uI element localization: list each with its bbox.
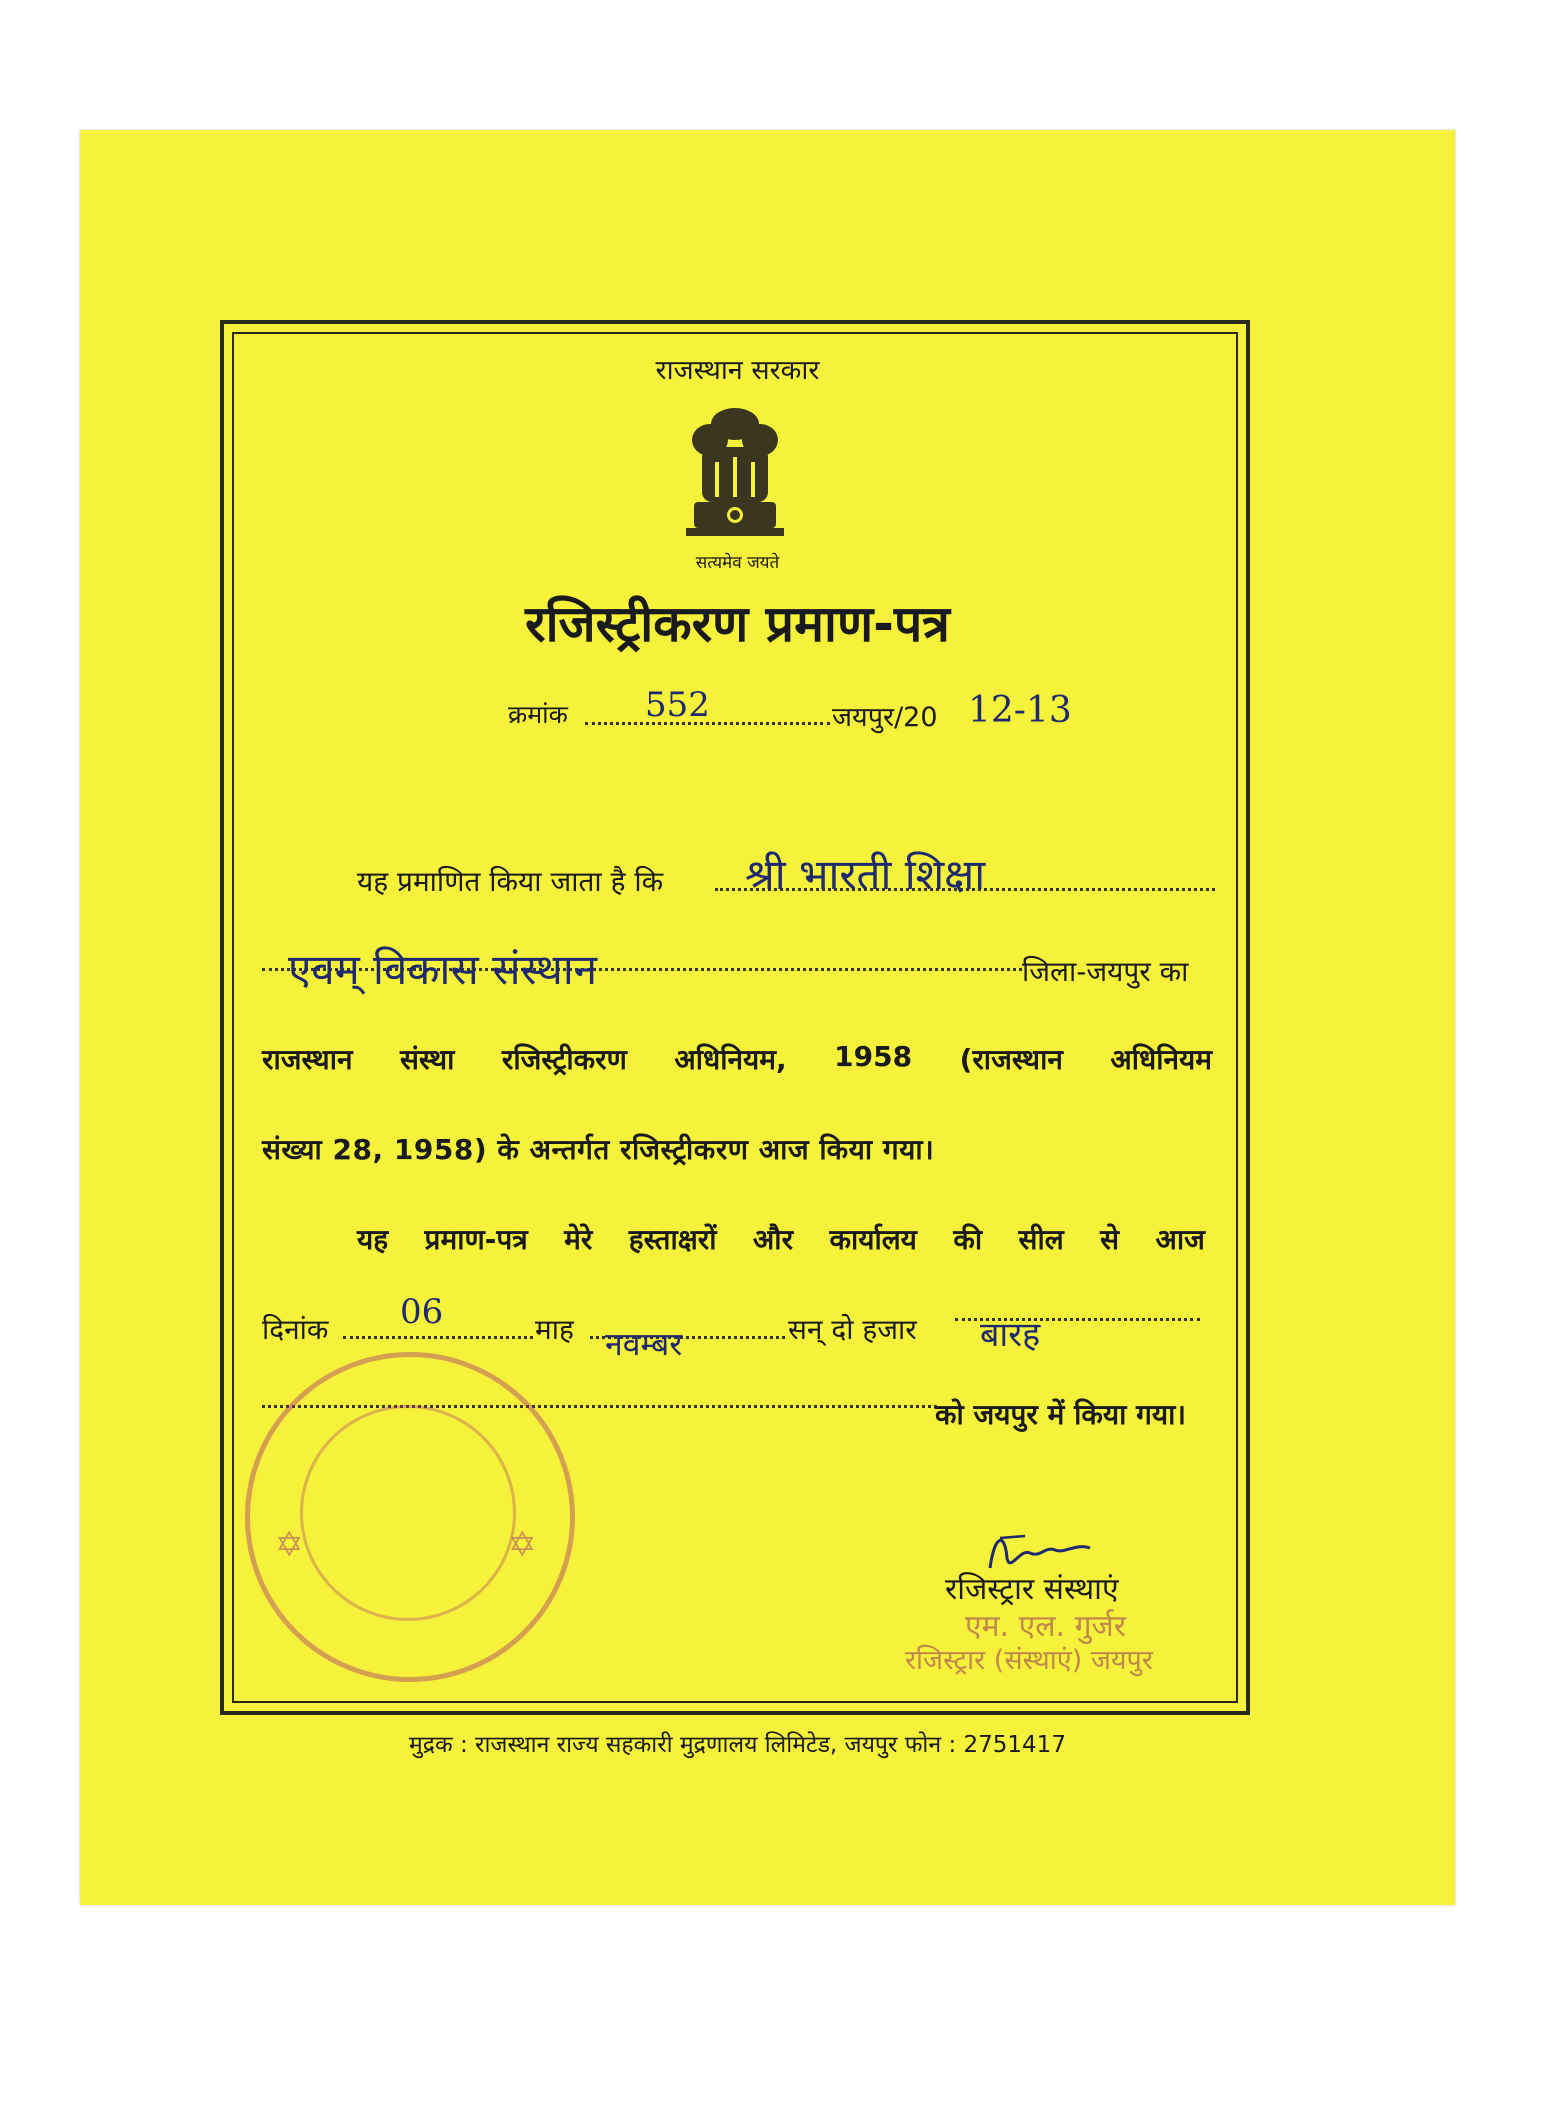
act-word: 1958 xyxy=(834,1040,913,1073)
seal-word: हस्ताक्षरों xyxy=(628,1223,717,1256)
seal-word: मेरे xyxy=(564,1223,593,1256)
act-word: राजस्थान xyxy=(262,1043,353,1076)
registrar-title: रजिस्ट्रार संस्थाएं xyxy=(945,1572,1119,1607)
printer-info: मुद्रक : राजस्थान राज्य सहकारी मुद्रणालय लिमिटेड, जयपुर फोन : 2751417 xyxy=(409,1732,1066,1758)
date-day: 06 xyxy=(400,1292,444,1332)
registrar-office: रजिस्ट्रार (संस्थाएं) जयपुर xyxy=(905,1645,1153,1676)
certificate-title: रजिस्ट्रीकरण प्रमाण-पत्र xyxy=(525,595,950,653)
seal-word: और xyxy=(752,1223,794,1256)
seal-word: की xyxy=(953,1223,983,1256)
act-word: (राजस्थान xyxy=(959,1043,1063,1076)
serial-label: क्रमांक xyxy=(508,700,568,729)
act-word: अधिनियम, xyxy=(674,1043,787,1076)
national-emblem-icon xyxy=(680,402,790,552)
seal-word: कार्यालय xyxy=(829,1223,917,1256)
year-label: सन् दो हजार xyxy=(788,1313,917,1346)
serial-year: 12-13 xyxy=(968,690,1072,731)
seal-line xyxy=(357,1220,1205,1258)
month-value: नवम्बर xyxy=(605,1325,683,1363)
act-line xyxy=(262,1040,1212,1078)
month-label: माह xyxy=(535,1313,574,1346)
year-value: बारह xyxy=(980,1315,1041,1355)
office-seal-inner-ring xyxy=(300,1405,516,1621)
act-word: संस्था xyxy=(400,1043,455,1076)
act-word: रजिस्ट्रीकरण xyxy=(501,1043,627,1076)
org-name-part1: श्री भारती शिक्षा xyxy=(745,850,986,899)
date-label: दिनांक xyxy=(262,1313,329,1346)
seal-word: सील xyxy=(1018,1223,1064,1256)
government-heading: राजस्थान सरकार xyxy=(655,355,820,386)
org-name-part2: एवम् विकास संस्थान xyxy=(288,945,598,994)
serial-suffix: जयपुर/20 xyxy=(832,702,938,733)
district-text: जिला-जयपुर का xyxy=(1022,955,1189,988)
certificate-intro: यह प्रमाणित किया जाता है कि xyxy=(357,865,664,898)
closing-text: को जयपुर में किया गया। xyxy=(935,1398,1186,1431)
date-dots xyxy=(343,1336,533,1339)
seal-word: प्रमाण-पत्र xyxy=(424,1223,528,1256)
star-icon: ✡ xyxy=(508,1525,537,1565)
seal-word: आज xyxy=(1155,1223,1205,1256)
motto: सत्यमेव जयते xyxy=(695,553,780,573)
act-word: अधिनियम xyxy=(1110,1043,1212,1076)
registrar-name: एम. एल. गुर्जर xyxy=(965,1609,1127,1644)
seal-word: यह xyxy=(357,1223,389,1256)
seal-word: से xyxy=(1100,1223,1120,1256)
serial-number: 552 xyxy=(645,685,710,725)
act-number-line: संख्या 28, 1958) के अन्तर्गत रजिस्ट्रीकरण आज किया गया। xyxy=(262,1133,935,1166)
star-icon: ✡ xyxy=(275,1525,304,1565)
